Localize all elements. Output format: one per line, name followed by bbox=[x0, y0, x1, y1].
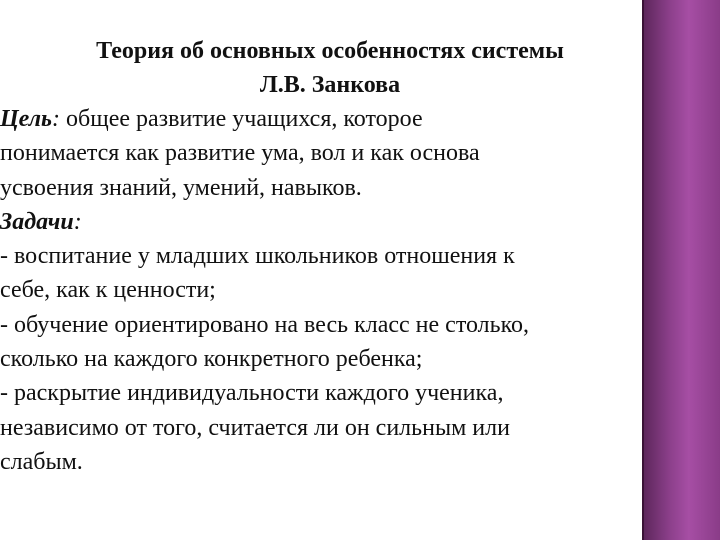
task-line-4: сколько на каждого конкретного ребенка; bbox=[0, 346, 423, 373]
task-line-3: - обучение ориентировано на весь класс не столько, bbox=[0, 311, 530, 338]
goal-line-2: понимается как развитие ума, вол и как основа bbox=[0, 140, 480, 167]
goal-colon: : bbox=[52, 106, 61, 132]
task-line-5: - раскрытие индивидуальности каждого ученика, bbox=[0, 380, 504, 407]
task-line-6: независимо от того, считается ли он сильным или bbox=[0, 414, 510, 441]
slide-title bbox=[0, 34, 660, 102]
goal-line-1 bbox=[0, 102, 660, 136]
goal-text: общее развитие учащихся, которое bbox=[60, 106, 423, 132]
goal-line-3: усвоения знаний, умений, навыков. bbox=[0, 174, 362, 201]
task-line-2: себе, как к ценности; bbox=[0, 277, 216, 304]
goal-label: Цель bbox=[0, 106, 53, 132]
tasks-heading bbox=[0, 205, 660, 239]
task-line-1: - воспитание у младших школьников отношения к bbox=[0, 243, 515, 270]
tasks-colon: : bbox=[73, 208, 82, 235]
slide-title-line-1: Теория об основных особенностях системы bbox=[96, 38, 564, 64]
task-line-7: слабым. bbox=[0, 448, 83, 475]
slide-title-line-2: Л.В. Занкова bbox=[259, 72, 401, 98]
tasks-label: Задачи bbox=[0, 208, 74, 235]
slide-content bbox=[0, 34, 660, 534]
